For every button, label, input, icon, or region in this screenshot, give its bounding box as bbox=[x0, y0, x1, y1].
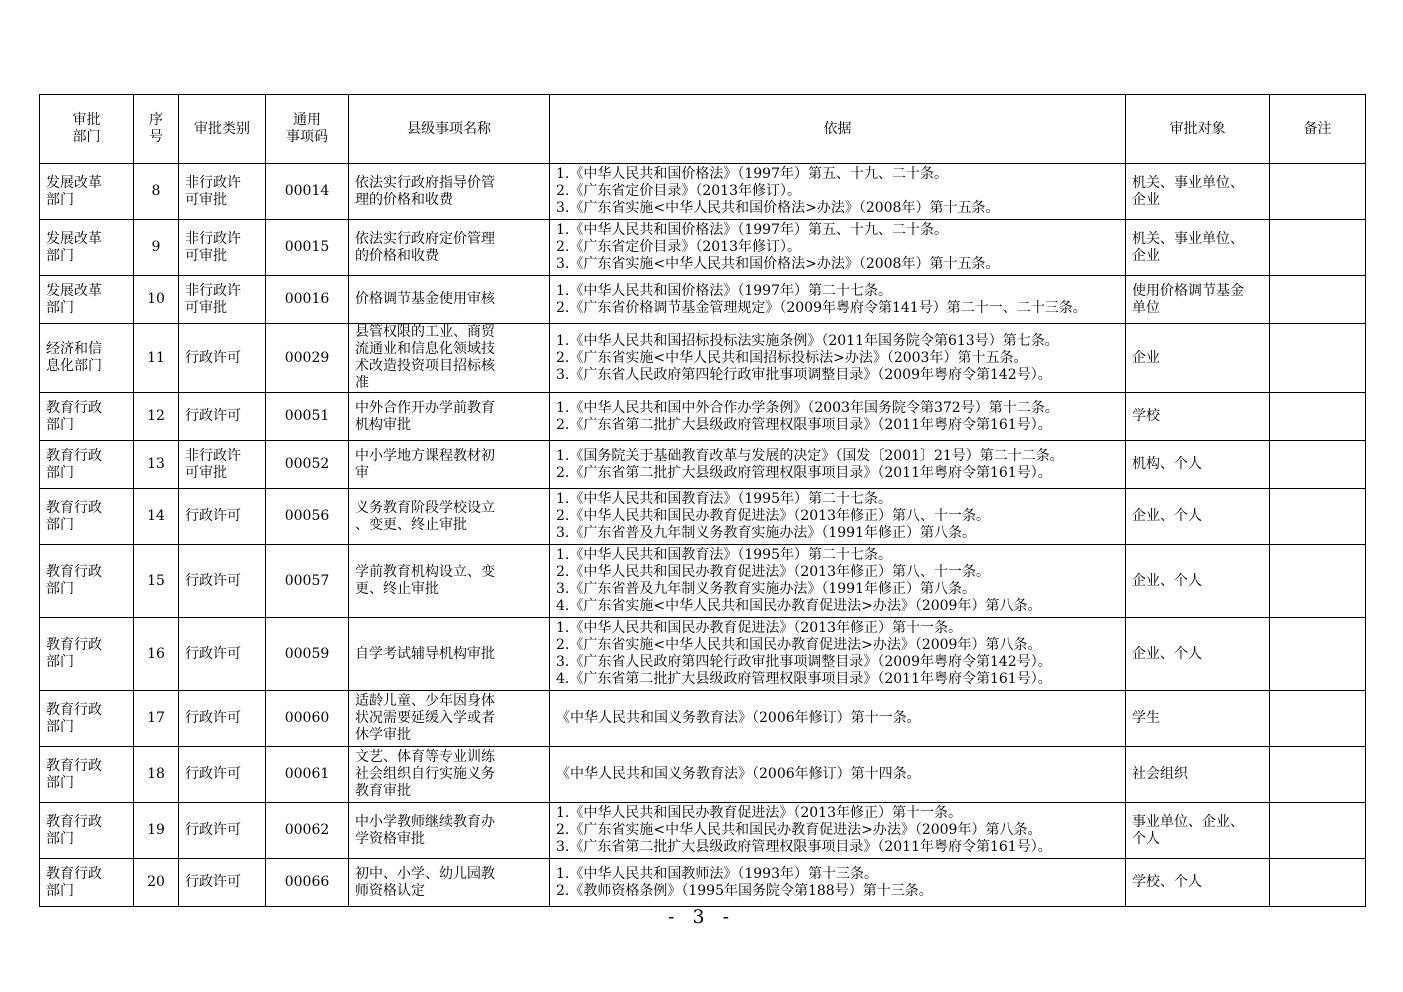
page-number: - 3 - bbox=[667, 906, 735, 928]
basis-line: 2.《中华人民共和国民办教育促进法》（2013年修正）第八、十一条。 bbox=[556, 564, 990, 580]
basis-line: 《中华人民共和国义务教育法》（2006年修订）第十四条。 bbox=[556, 766, 921, 782]
code-cell: 00052 bbox=[266, 441, 349, 489]
header-basis: 依据 bbox=[550, 95, 1126, 164]
target-cell: 企业、个人 bbox=[1126, 545, 1270, 618]
type-cell: 行政许可 bbox=[179, 859, 266, 907]
type-cell: 行政许可 bbox=[179, 489, 266, 545]
basis-line: 1.《中华人民共和国中外合作办学条例》（2003年国务院令第372号）第十二条。 bbox=[556, 399, 1059, 416]
type-cell: 行政许可 bbox=[179, 393, 266, 441]
basis-line: 1.《中华人民共和国教师法》（1993年）第十三条。 bbox=[556, 865, 878, 882]
dept-cell: 教育行政 部门 bbox=[40, 618, 134, 691]
remark-cell bbox=[1270, 393, 1366, 441]
code-cell: 00059 bbox=[266, 618, 349, 691]
basis-line: 1.《中华人民共和国教育法》（1995年）第二十七条。 bbox=[556, 491, 892, 507]
basis-line: 2.《广东省定价目录》（2013年修订）。 bbox=[556, 183, 801, 199]
table-row bbox=[40, 276, 1366, 324]
type-cell: 行政许可 bbox=[179, 691, 266, 747]
basis-line: 3.《广东省普及九年制义务教育实施办法》（1991年修正）第八条。 bbox=[556, 525, 976, 541]
basis-line: 《中华人民共和国义务教育法》（2006年修订）第十一条。 bbox=[556, 710, 921, 726]
seq-cell: 9 bbox=[134, 220, 179, 276]
basis-cell bbox=[550, 803, 1126, 859]
code-cell: 00066 bbox=[266, 859, 349, 907]
basis-cell bbox=[550, 164, 1126, 220]
target-cell: 学校 bbox=[1126, 393, 1270, 441]
basis-cell bbox=[550, 489, 1126, 545]
code-cell: 00014 bbox=[266, 164, 349, 220]
basis-line: 3.《广东省普及九年制义务教育实施办法》（1991年修正）第八条。 bbox=[556, 581, 976, 597]
dept-cell: 教育行政 部门 bbox=[40, 803, 134, 859]
header-type: 审批类别 bbox=[179, 95, 266, 164]
table-row bbox=[40, 441, 1366, 489]
dept-cell: 教育行政 部门 bbox=[40, 489, 134, 545]
table-row bbox=[40, 747, 1366, 803]
seq-cell: 20 bbox=[134, 859, 179, 907]
table-row bbox=[40, 220, 1366, 276]
dept-cell: 教育行政 部门 bbox=[40, 859, 134, 907]
dept-cell: 发展改革 部门 bbox=[40, 276, 134, 324]
dept-cell: 教育行政 部门 bbox=[40, 747, 134, 803]
basis-line: 3.《广东省实施<中华人民共和国价格法>办法》（2008年）第十五条。 bbox=[556, 256, 1000, 272]
remark-cell bbox=[1270, 164, 1366, 220]
header-seq: 序 号 bbox=[134, 95, 179, 164]
name-cell: 依法实行政府定价管理 的价格和收费 bbox=[349, 220, 550, 276]
basis-line: 2.《广东省实施<中华人民共和国招标投标法>办法》（2003年）第十五条。 bbox=[556, 349, 1028, 366]
target-cell: 企业、个人 bbox=[1126, 489, 1270, 545]
basis-cell bbox=[550, 618, 1126, 691]
basis-cell bbox=[550, 220, 1126, 276]
remark-cell bbox=[1270, 691, 1366, 747]
basis-line: 2.《教师资格条例》（1995年国务院令第188号）第十三条。 bbox=[556, 882, 933, 899]
target-cell: 机关、事业单位、 企业 bbox=[1126, 220, 1270, 276]
type-cell: 非行政许 可审批 bbox=[179, 220, 266, 276]
approval-items-table bbox=[39, 94, 1366, 907]
dept-cell: 教育行政 部门 bbox=[40, 441, 134, 489]
seq-cell: 11 bbox=[134, 324, 179, 393]
seq-cell: 18 bbox=[134, 747, 179, 803]
name-cell: 依法实行政府指导价管 理的价格和收费 bbox=[349, 164, 550, 220]
name-cell: 初中、小学、幼儿园教 师资格认定 bbox=[349, 859, 550, 907]
seq-cell: 14 bbox=[134, 489, 179, 545]
seq-cell: 15 bbox=[134, 545, 179, 618]
target-cell: 机关、事业单位、 企业 bbox=[1126, 164, 1270, 220]
header-target: 审批对象 bbox=[1126, 95, 1270, 164]
basis-line: 4.《广东省实施<中华人民共和国民办教育促进法>办法》（2009年）第八条。 bbox=[556, 598, 1042, 614]
seq-cell: 10 bbox=[134, 276, 179, 324]
name-cell: 文艺、体育等专业训练 社会组织自行实施义务 教育审批 bbox=[349, 747, 550, 803]
name-cell: 中外合作开办学前教育 机构审批 bbox=[349, 393, 550, 441]
type-cell: 行政许可 bbox=[179, 545, 266, 618]
table-row bbox=[40, 691, 1366, 747]
basis-cell bbox=[550, 859, 1126, 907]
target-cell: 社会组织 bbox=[1126, 747, 1270, 803]
remark-cell bbox=[1270, 489, 1366, 545]
target-cell: 学生 bbox=[1126, 691, 1270, 747]
remark-cell bbox=[1270, 324, 1366, 393]
code-cell: 00016 bbox=[266, 276, 349, 324]
basis-line: 4.《广东省第二批扩大县级政府管理权限事项目录》（2011年粤府令第161号）。 bbox=[556, 671, 1052, 687]
header-remark: 备注 bbox=[1270, 95, 1366, 164]
type-cell: 非行政许 可审批 bbox=[179, 441, 266, 489]
code-cell: 00029 bbox=[266, 324, 349, 393]
basis-line: 2.《广东省价格调节基金管理规定》（2009年粤府令第141号）第二十一、二十三条。 bbox=[556, 299, 1087, 316]
remark-cell bbox=[1270, 747, 1366, 803]
seq-cell: 8 bbox=[134, 164, 179, 220]
name-cell: 学前教育机构设立、变 更、终止审批 bbox=[349, 545, 550, 618]
table-row bbox=[40, 618, 1366, 691]
type-cell: 行政许可 bbox=[179, 747, 266, 803]
type-cell: 非行政许 可审批 bbox=[179, 164, 266, 220]
basis-line: 3.《广东省实施<中华人民共和国价格法>办法》（2008年）第十五条。 bbox=[556, 200, 1000, 216]
target-cell: 事业单位、企业、 个人 bbox=[1126, 803, 1270, 859]
basis-cell bbox=[550, 441, 1126, 489]
remark-cell bbox=[1270, 545, 1366, 618]
basis-line: 1.《中华人民共和国民办教育促进法》（2013年修正）第十一条。 bbox=[556, 620, 962, 636]
target-cell: 企业 bbox=[1126, 324, 1270, 393]
target-cell: 企业、个人 bbox=[1126, 618, 1270, 691]
name-cell: 中小学地方课程教材初 审 bbox=[349, 441, 550, 489]
basis-line: 1.《中华人民共和国价格法》（1997年）第二十七条。 bbox=[556, 282, 892, 299]
basis-line: 2.《广东省第二批扩大县级政府管理权限事项目录》（2011年粤府令第161号）。 bbox=[556, 464, 1052, 481]
remark-cell bbox=[1270, 859, 1366, 907]
dept-cell: 教育行政 部门 bbox=[40, 545, 134, 618]
target-cell: 使用价格调节基金 单位 bbox=[1126, 276, 1270, 324]
code-cell: 00015 bbox=[266, 220, 349, 276]
basis-line: 2.《广东省实施<中华人民共和国民办教育促进法>办法》（2009年）第八条。 bbox=[556, 637, 1042, 653]
code-cell: 00051 bbox=[266, 393, 349, 441]
seq-cell: 19 bbox=[134, 803, 179, 859]
seq-cell: 16 bbox=[134, 618, 179, 691]
remark-cell bbox=[1270, 441, 1366, 489]
basis-line: 3.《广东省第二批扩大县级政府管理权限事项目录》（2011年粤府令第161号）。 bbox=[556, 839, 1052, 855]
type-cell: 行政许可 bbox=[179, 618, 266, 691]
remark-cell bbox=[1270, 618, 1366, 691]
dept-cell: 经济和信 息化部门 bbox=[40, 324, 134, 393]
basis-line: 1.《中华人民共和国招标投标法实施条例》（2011年国务院令第613号）第七条。 bbox=[556, 332, 1059, 349]
dept-cell: 发展改革 部门 bbox=[40, 220, 134, 276]
table-row bbox=[40, 489, 1366, 545]
type-cell: 行政许可 bbox=[179, 803, 266, 859]
header-dept: 审批 部门 bbox=[40, 95, 134, 164]
basis-line: 1.《中华人民共和国价格法》（1997年）第五、十九、二十条。 bbox=[556, 166, 948, 182]
basis-cell bbox=[550, 393, 1126, 441]
table-body bbox=[40, 164, 1366, 907]
basis-line: 2.《中华人民共和国民办教育促进法》（2013年修正）第八、十一条。 bbox=[556, 508, 990, 524]
basis-line: 1.《中华人民共和国民办教育促进法》（2013年修正）第十一条。 bbox=[556, 805, 962, 821]
basis-cell bbox=[550, 545, 1126, 618]
seq-cell: 12 bbox=[134, 393, 179, 441]
type-cell: 非行政许 可审批 bbox=[179, 276, 266, 324]
name-cell: 价格调节基金使用审核 bbox=[349, 276, 550, 324]
table-row bbox=[40, 393, 1366, 441]
basis-line: 3.《广东省人民政府第四轮行政审批事项调整目录》（2009年粤府令第142号）。 bbox=[556, 654, 1052, 670]
basis-cell bbox=[550, 276, 1126, 324]
table-row bbox=[40, 803, 1366, 859]
dept-cell: 发展改革 部门 bbox=[40, 164, 134, 220]
code-cell: 00057 bbox=[266, 545, 349, 618]
remark-cell bbox=[1270, 220, 1366, 276]
remark-cell bbox=[1270, 276, 1366, 324]
basis-line: 3.《广东省人民政府第四轮行政审批事项调整目录》（2009年粤府令第142号）。 bbox=[556, 366, 1052, 383]
dept-cell: 教育行政 部门 bbox=[40, 691, 134, 747]
basis-line: 2.《广东省第二批扩大县级政府管理权限事项目录》（2011年粤府令第161号）。 bbox=[556, 416, 1052, 433]
basis-line: 2.《广东省定价目录》（2013年修订）。 bbox=[556, 239, 801, 255]
basis-line: 2.《广东省实施<中华人民共和国民办教育促进法>办法》（2009年）第八条。 bbox=[556, 822, 1042, 838]
seq-cell: 17 bbox=[134, 691, 179, 747]
code-cell: 00062 bbox=[266, 803, 349, 859]
basis-line: 1.《中华人民共和国价格法》（1997年）第五、十九、二十条。 bbox=[556, 222, 948, 238]
dept-cell: 教育行政 部门 bbox=[40, 393, 134, 441]
header-code: 通用 事项码 bbox=[266, 95, 349, 164]
name-cell: 县管权限的工业、商贸 流通业和信息化领域技 术改造投资项目招标核 准 bbox=[349, 324, 550, 393]
code-cell: 00060 bbox=[266, 691, 349, 747]
code-cell: 00061 bbox=[266, 747, 349, 803]
target-cell: 机构、个人 bbox=[1126, 441, 1270, 489]
basis-line: 1.《中华人民共和国教育法》（1995年）第二十七条。 bbox=[556, 547, 892, 563]
table-row bbox=[40, 324, 1366, 393]
table-header-row bbox=[40, 95, 1366, 164]
basis-cell bbox=[550, 324, 1126, 393]
table-row bbox=[40, 859, 1366, 907]
name-cell: 自学考试辅导机构审批 bbox=[349, 618, 550, 691]
code-cell: 00056 bbox=[266, 489, 349, 545]
basis-cell bbox=[550, 691, 1126, 747]
seq-cell: 13 bbox=[134, 441, 179, 489]
remark-cell bbox=[1270, 803, 1366, 859]
basis-line: 1.《国务院关于基础教育改革与发展的决定》（国发〔2001〕21号）第二十二条。 bbox=[556, 447, 1064, 464]
type-cell: 行政许可 bbox=[179, 324, 266, 393]
name-cell: 适龄儿童、少年因身体 状况需要延缓入学或者 休学审批 bbox=[349, 691, 550, 747]
table-row bbox=[40, 545, 1366, 618]
basis-cell bbox=[550, 747, 1126, 803]
name-cell: 义务教育阶段学校设立 、变更、终止审批 bbox=[349, 489, 550, 545]
target-cell: 学校、个人 bbox=[1126, 859, 1270, 907]
table-row bbox=[40, 164, 1366, 220]
name-cell: 中小学教师继续教育办 学资格审批 bbox=[349, 803, 550, 859]
header-name: 县级事项名称 bbox=[349, 95, 550, 164]
